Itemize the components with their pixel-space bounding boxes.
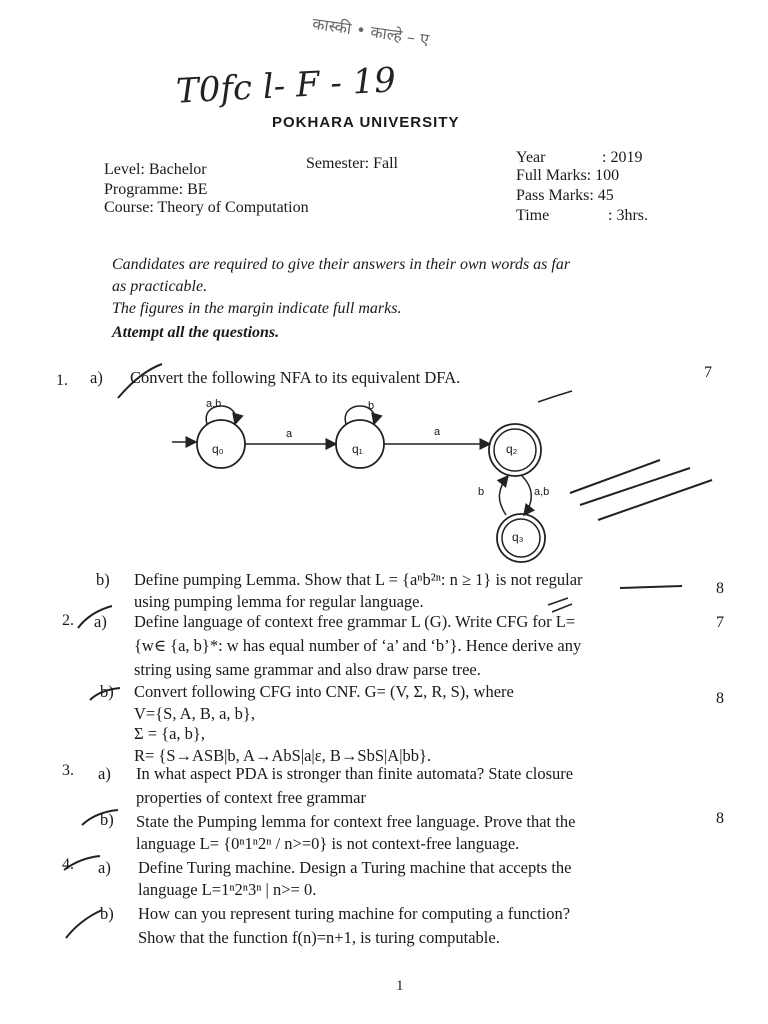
q3a-label: a) [98,764,111,783]
university-name: POKHARA UNIVERSITY [272,114,460,131]
label-q3: q₃ [512,530,524,544]
q1b-marks: 8 [716,580,724,597]
q1b-line-2: using pumping lemma for regular language. [134,592,424,611]
label-edge-q3-q2: b [478,486,485,498]
q3b-line-1: State the Pumping lemma for context free language. Prove that the [136,812,576,831]
instruction-line-4: Attempt all the questions. [112,324,280,341]
q2a-line-2: {w∈ {a, b}*: w has equal number of ‘a’ and ‘b’}. Hence derive any [134,636,582,655]
label-q1: q₁ [352,442,363,456]
q2a-line-1: Define language of context free grammar L (G). Write CFG for L= [134,612,576,631]
edge-q3-q2 [499,476,508,515]
q2b-line-3: Σ = {a, b}, [134,724,205,743]
q4a-label: a) [98,858,111,877]
q2b-label: b) [100,682,114,701]
label-loop-q1: b [368,400,375,412]
q2b-line-2: V={S, A, B, a, b}, [134,704,255,723]
handwritten-code: T0fc l- F - 19 [175,60,397,112]
q3b-label: b) [100,810,114,829]
semester: Semester: Fall [306,155,398,172]
q4a-line-2: language L=1ⁿ2ⁿ3ⁿ | n>= 0. [138,880,317,899]
q3a-line-2: properties of context free grammar [136,788,366,807]
q2a-line-3: string using same grammar and also draw parse tree. [134,660,481,679]
q4a-line-1: Define Turing machine. Design a Turing machine that accepts the [138,858,572,877]
pass-marks: Pass Marks: 45 [516,187,614,204]
q2b-marks: 8 [716,690,724,707]
q4b-line-2: Show that the function f(n)=n+1, is turing computable. [138,928,500,947]
year-value: : 2019 [602,149,643,166]
q4-number: 4. [62,856,74,873]
label-q0: q₀ [212,442,224,456]
instruction-line-1: Candidates are required to give their answers in their own words as far [112,256,571,273]
q2a-marks: 7 [716,614,724,631]
full-marks: Full Marks: 100 [516,167,620,184]
label-edge-q1-q2: a [434,426,441,438]
q1a-text: Convert the following NFA to its equivalent DFA. [130,368,461,387]
q1a-label: a) [90,368,103,387]
edge-q2-q3 [522,476,531,515]
q2b-line-1: Convert following CFG into CNF. G= (V, Σ, R, S), where [134,682,514,701]
instruction-line-3: The figures in the margin indicate full marks. [112,300,402,317]
q2a-label: a) [94,612,107,631]
q1-number: 1. [56,372,68,389]
level: Level: Bachelor [104,161,207,178]
label-q2: q₂ [506,442,518,456]
q1a-marks: 7 [704,364,712,381]
time-label: Time [516,207,550,224]
q4b-line-1: How can you represent turing machine for computing a function? [138,904,571,923]
label-edge-q2-q3: a,b [534,486,550,498]
q3-number: 3. [62,762,74,779]
programme: Programme: BE [104,181,208,198]
year-label: Year [516,149,546,166]
top-scribble: कास्की • काल्हे – ए [311,13,431,50]
instruction-line-2: as practicable. [112,278,208,295]
q4b-label: b) [100,904,114,923]
q2b-line-4: R= {S→ASB|b, A→AbS|a|ε, B→SbS|A|bb}. [134,746,432,765]
label-loop-q0: a,b [206,398,222,410]
q1b-label: b) [96,570,110,589]
q1b-line-1: Define pumping Lemma. Show that L = {aⁿb²ⁿ: n ≥ 1} is not regular [134,570,583,589]
q2-number: 2. [62,612,74,629]
course: Course: Theory of Computation [104,199,309,216]
q3b-marks: 8 [716,810,724,827]
label-edge-q0-q1: a [286,428,293,440]
time-value: : 3hrs. [608,207,648,224]
q3a-line-1: In what aspect PDA is stronger than finite automata? State closure [136,764,574,783]
page-number: 1 [396,978,404,994]
q3b-line-2: language L= {0ⁿ1ⁿ2ⁿ / n>=0} is not context-free language. [136,834,520,853]
